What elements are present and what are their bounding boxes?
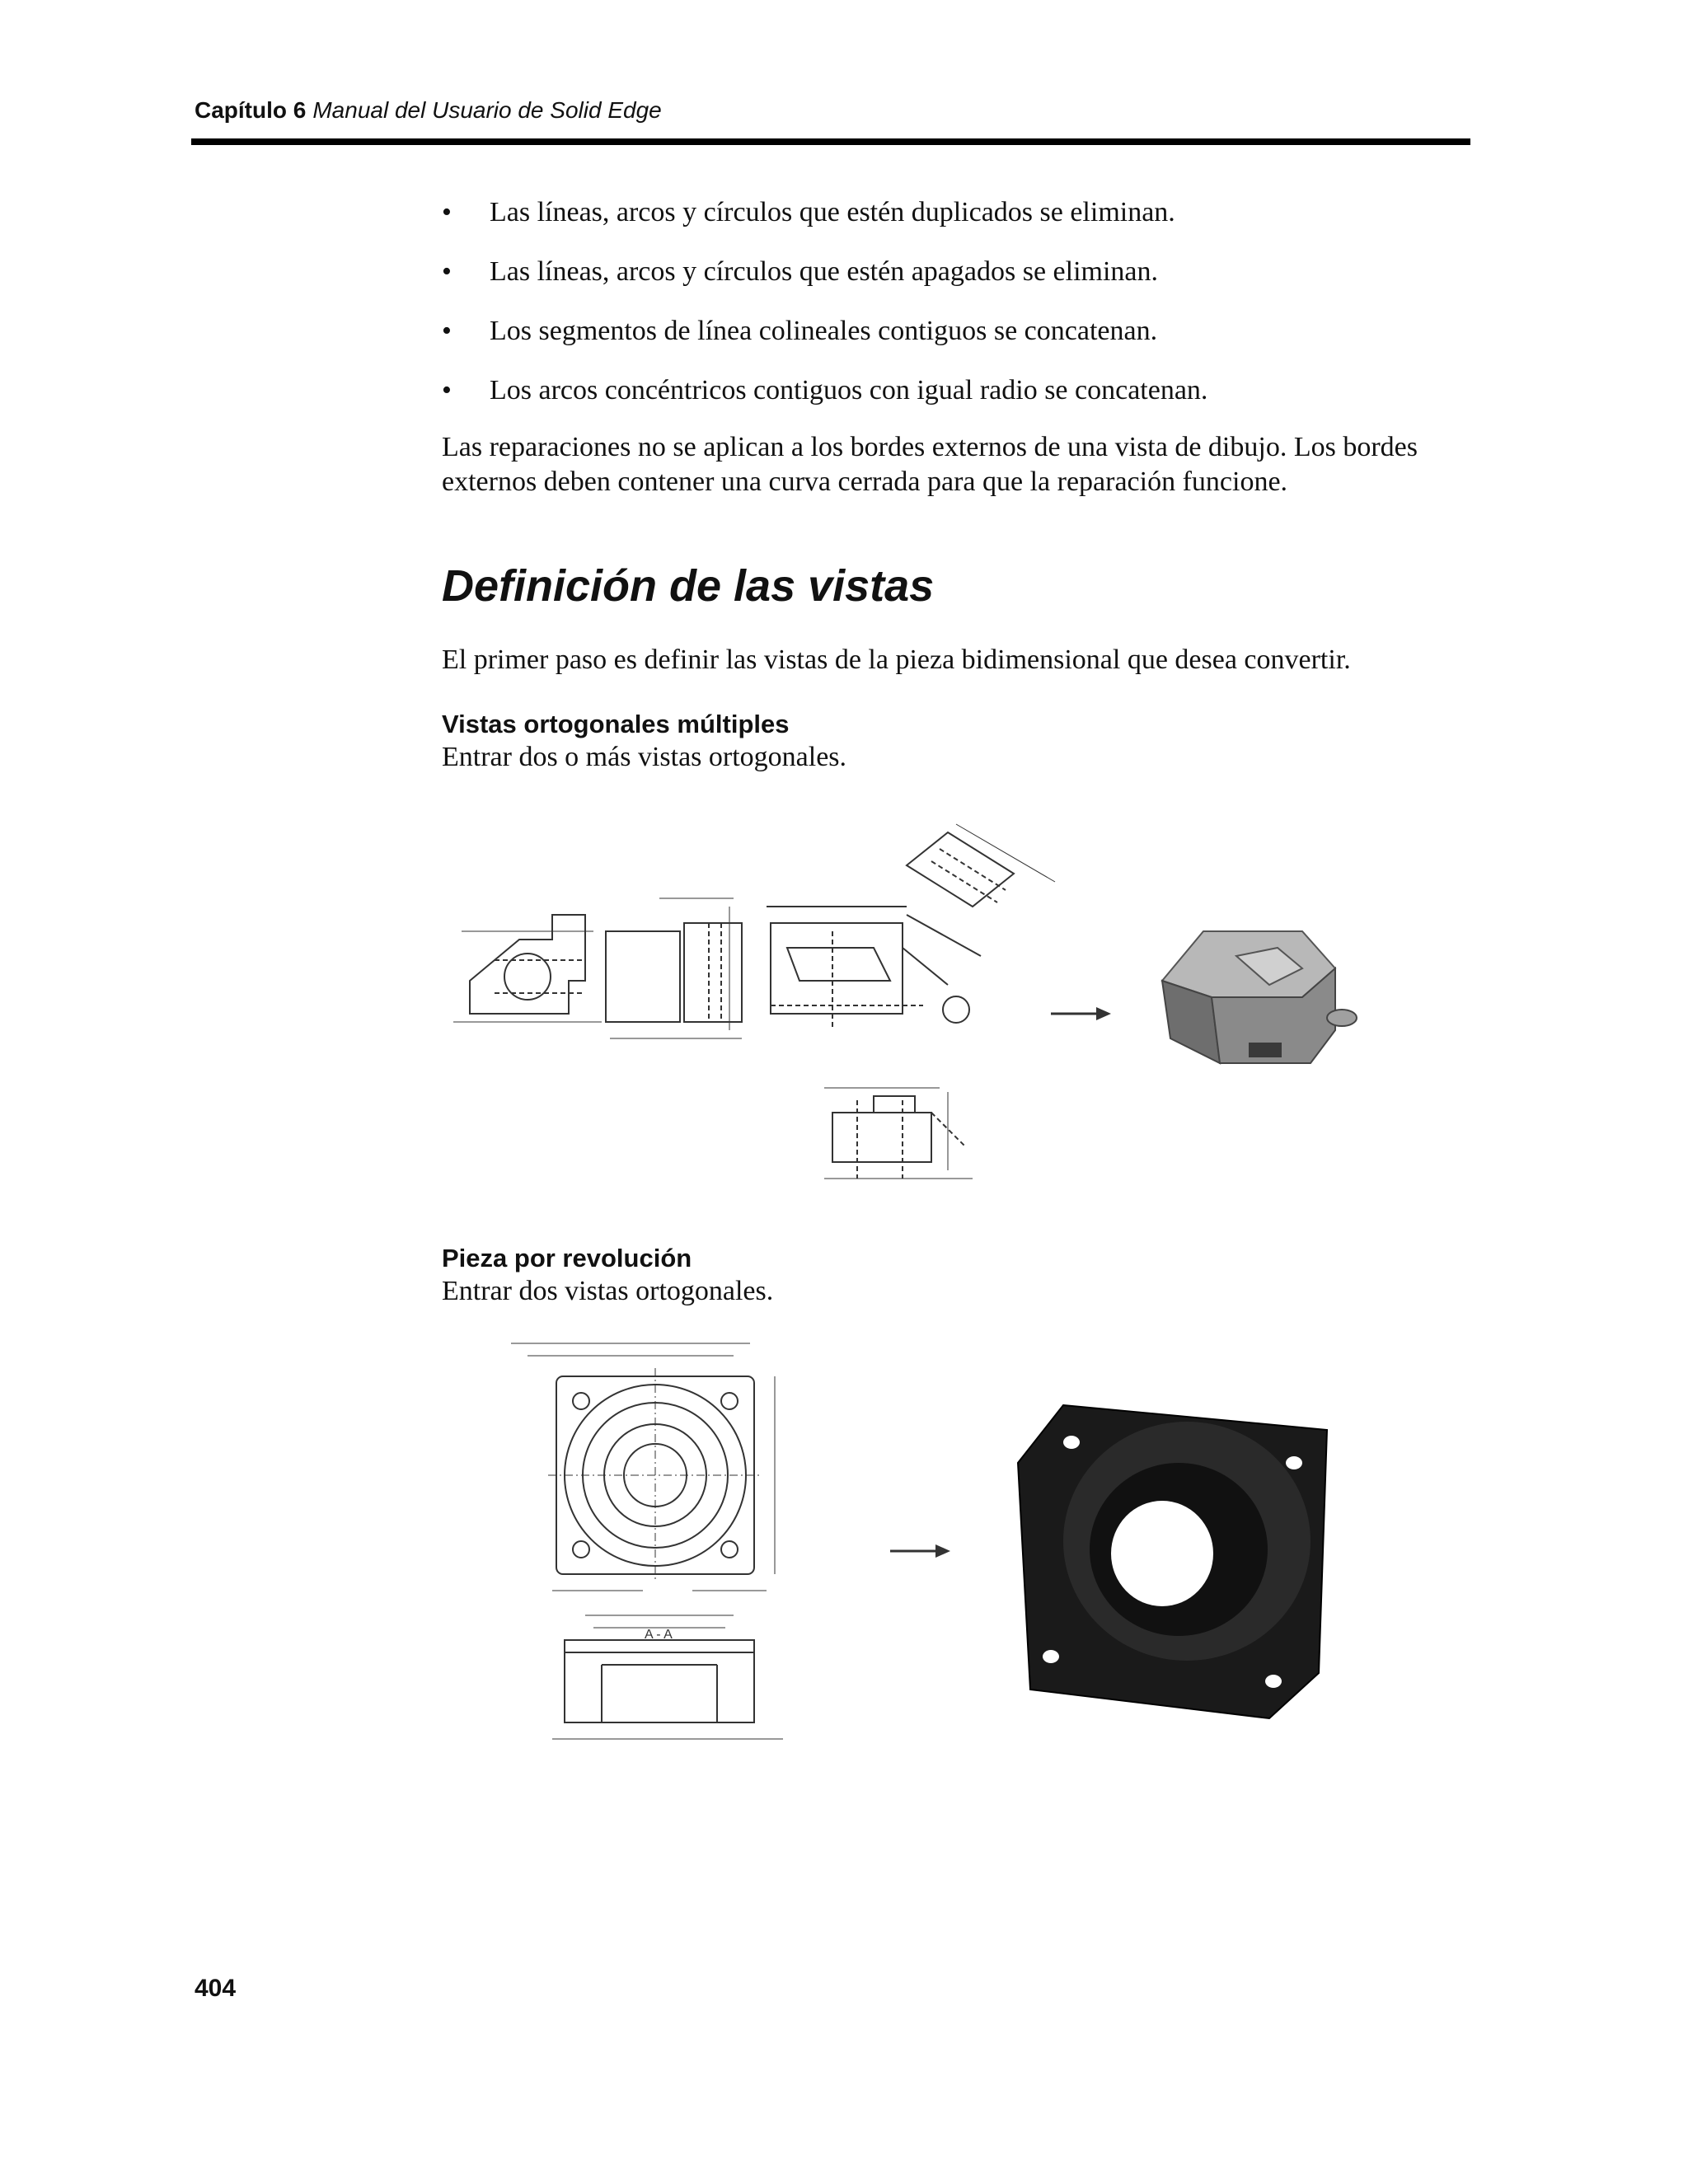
subsection-multi-title: Vistas ortogonales múltiples (442, 710, 790, 738)
flange-drawing (511, 1343, 783, 1739)
solid-flange-model (1018, 1405, 1327, 1718)
list-item: • Las líneas, arcos y círculos que estén duplicados se eliminan. (442, 196, 1464, 229)
running-header (195, 97, 662, 124)
list-item: • Los arcos concéntricos contiguos con igual radio se concatenan. (442, 374, 1464, 407)
header-rule (191, 138, 1470, 145)
section-title: Definición de las vistas (442, 561, 935, 611)
section-intro: El primer paso es definir las vistas de la pieza bidimensional que desea convertir. (442, 644, 1351, 675)
list-item: • Las líneas, arcos y círculos que estén apagados se eliminan. (442, 255, 1464, 288)
section-label: A - A (645, 1628, 673, 1642)
manual-title: Manual del Usuario de Solid Edge (312, 97, 662, 123)
subsection-multi-text: Entrar dos o más vistas ortogonales. (442, 742, 847, 772)
repair-paragraph: Las reparaciones no se aplican a los bordes externos de una vista de dibujo. Los bordes externos deben contener una curva cerrada para que la reparación funcione. (442, 432, 1418, 497)
page-number: 404 (195, 1975, 237, 2002)
right-arrow-icon (890, 1544, 950, 1558)
chapter-label: Capítulo 6 (195, 97, 307, 123)
subsection-revolution-title: Pieza por revolución (442, 1244, 692, 1272)
multiview-figure (445, 816, 1459, 1212)
subsection-revolution-text: Entrar dos vistas ortogonales. (442, 1276, 774, 1306)
solid-block-model (1162, 931, 1357, 1063)
orthographic-drawing (453, 824, 1055, 1179)
revolution-figure (503, 1327, 1409, 1772)
list-item: • Los segmentos de línea colineales contiguos se concatenan. (442, 315, 1464, 348)
repair-rules-list (442, 196, 1464, 434)
right-arrow-icon (1051, 1007, 1111, 1020)
